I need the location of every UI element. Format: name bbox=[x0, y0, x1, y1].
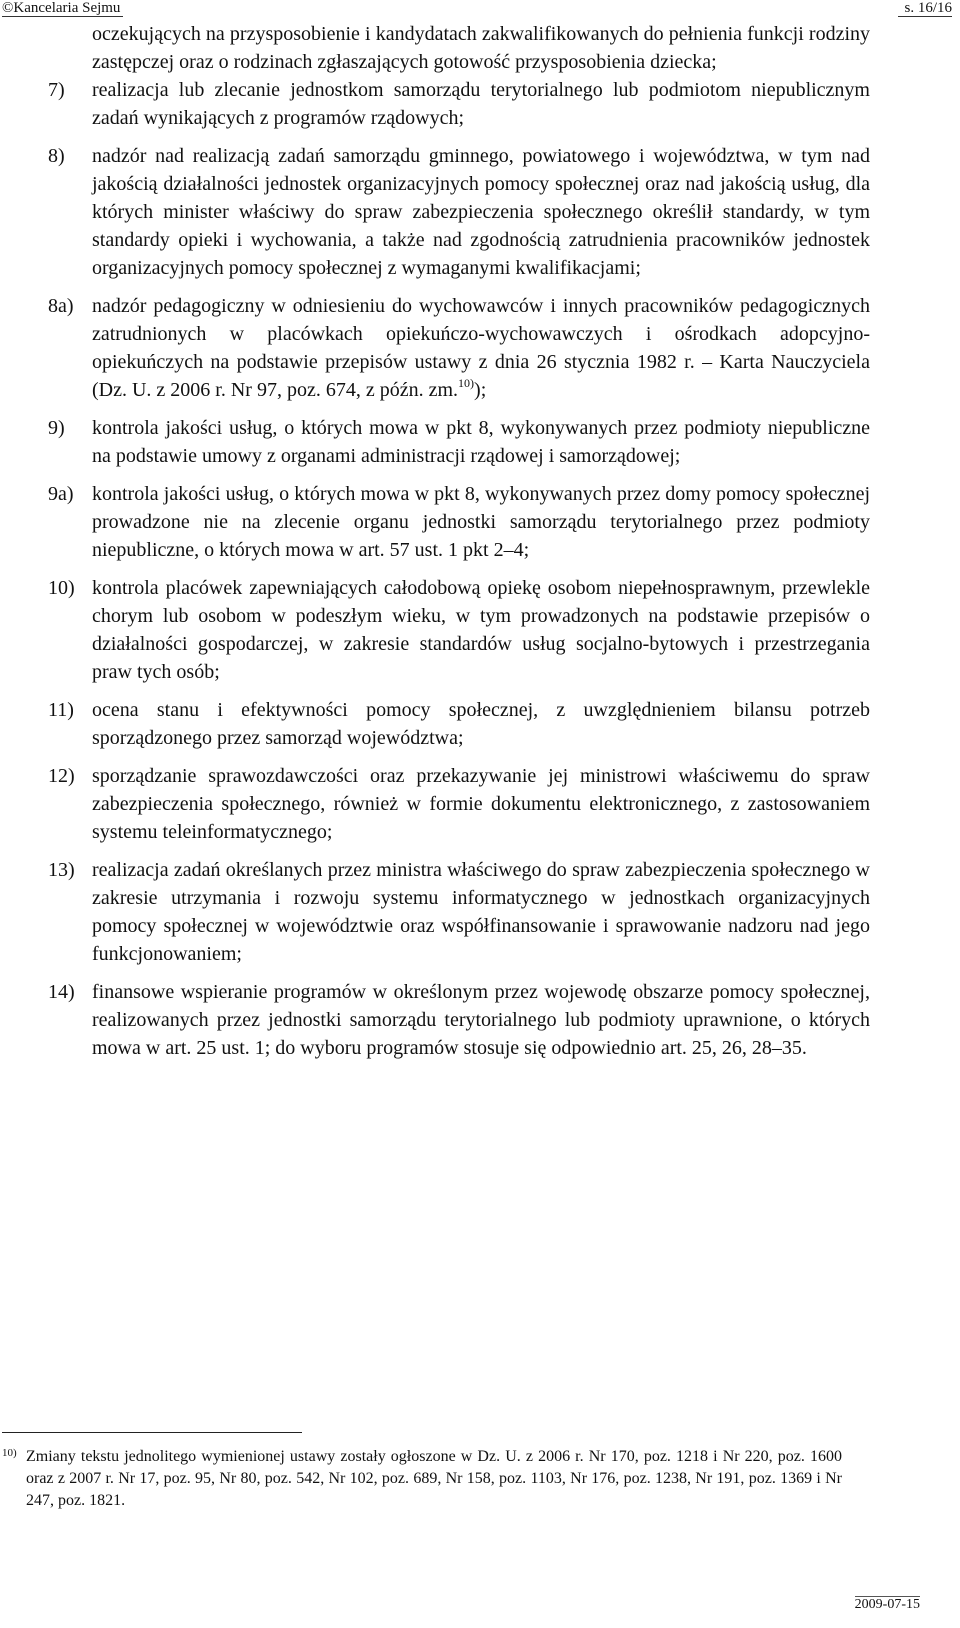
item-text: realizacja lub zlecanie jednostkom samorządu terytorialnego lub podmiotom niepublicznym zadań wynikających z programów rządowych; bbox=[92, 79, 870, 129]
item-number: 8a) bbox=[48, 295, 74, 317]
item-number: 8) bbox=[48, 145, 65, 167]
footnote-ref[interactable]: 10) bbox=[458, 376, 475, 390]
intro-paragraph: oczekujących na przysposobienie i kandydatach zakwalifikowanych do pełnienia funkcji rodziny zastępczej oraz o rodzinach zgłaszających gotowość przysposobienia dziecka; bbox=[92, 23, 870, 73]
list-item bbox=[48, 480, 870, 564]
footnote-text: Zmiany tekstu jednolitego wymienionej ustawy zostały ogłoszone w Dz. U. z 2006 r. Nr 170, poz. 1218 i Nr 220, poz. 1600 oraz z 2007 r. Nr 17, poz. 95, Nr 80, poz. 542, Nr 102, poz. 689, Nr 158, poz. 1103, Nr 176, poz. 1238, Nr 191, poz. 1369 i Nr 247, poz. 1821. bbox=[26, 1448, 842, 1509]
page-header bbox=[0, 0, 960, 18]
item-text: kontrola placówek zapewniających całodobową opiekę osobom niepełnosprawnym, przewlekle chorym lub osobom w podeszłym wieku, w tym prowadzonych na podstawie przepisów o działalności gospodarczej, w zakresie standardów usług socjalno-bytowych i przestrzegania praw tych osób; bbox=[92, 577, 870, 683]
document-body bbox=[48, 20, 870, 1072]
item-text: nadzór pedagogiczny w odniesieniu do wychowawców i innych pracowników pedagogicznych zatrudnionych w placówkach opiekuńczo-wychowawczych i ośrodkach adopcyjno-opiekuńczych na podstawie przepisów ustawy z dnia 26 stycznia 1982 r. – Karta Nauczyciela (Dz. U. z 2006 r. Nr 97, poz. 674, z późn. zm. bbox=[92, 295, 870, 401]
item-number: 11) bbox=[48, 699, 74, 721]
footnote-number: 10) bbox=[2, 1447, 17, 1459]
item-number: 14) bbox=[48, 981, 75, 1003]
document-date: 2009-07-15 bbox=[854, 1597, 920, 1612]
item-text: finansowe wspieranie programów w określonym przez wojewodę obszarze pomocy społecznej, realizowanych przez jednostki samorządu terytorialnego lub podmioty uprawnione, o których mowa w art. 25 ust. 1; do wyboru programów stosuje się odpowiednio art. 25, 26, 28–35. bbox=[92, 981, 870, 1059]
item-number: 7) bbox=[48, 79, 65, 101]
item-text: kontrola jakości usług, o których mowa w pkt 8, wykonywanych przez podmioty niepubliczne na podstawie umowy z organami administracji rządowej i samorządowej; bbox=[92, 417, 870, 467]
list-item bbox=[48, 696, 870, 752]
list-item bbox=[48, 762, 870, 846]
footnote bbox=[2, 1446, 842, 1512]
item-text: ocena stanu i efektywności pomocy społecznej, z uwzględnieniem bilansu potrzeb sporządzonego przez samorząd województwa; bbox=[92, 699, 870, 749]
page-number: s. 16/16 bbox=[898, 0, 952, 17]
item-number: 12) bbox=[48, 765, 75, 787]
list-item bbox=[48, 574, 870, 686]
item-text: realizacja zadań określanych przez ministra właściwego do spraw zabezpieczenia społecznego w zakresie utrzymania i rozwoju systemu informatycznego w jednostkach organizacyjnych pomocy społecznej w województwie oraz współfinansowanie i sprawowanie nadzoru nad jego funkcjonowaniem; bbox=[92, 859, 870, 965]
item-text: sporządzanie sprawozdawczości oraz przekazywanie jej ministrowi właściwemu do spraw zabezpieczenia społecznego, również w formie dokumentu elektronicznego, z zastosowaniem systemu teleinformatycznego; bbox=[92, 765, 870, 843]
list-item bbox=[48, 856, 870, 968]
list-item bbox=[48, 76, 870, 132]
list-item bbox=[48, 414, 870, 470]
item-number: 10) bbox=[48, 577, 75, 599]
list-item bbox=[48, 978, 870, 1062]
item-text: kontrola jakości usług, o których mowa w pkt 8, wykonywanych przez domy pomocy społecznej prowadzone nie na zlecenie organu jednostki samorządu terytorialnego przez podmioty niepubliczne, o których mowa w art. 57 ust. 1 pkt 2–4; bbox=[92, 483, 870, 561]
list-item bbox=[48, 142, 870, 282]
item-text: nadzór nad realizacją zadań samorządu gminnego, powiatowego i województwa, w tym nad jakością działalności jednostek organizacyjnych pomocy społecznej oraz nad jakością usług, dla których minister właściwy do spraw zabezpieczenia społecznego określił standardy, w tym standardy opieki i wychowania, a także nad zgodnością zatrudnienia pracowników jednostek organizacyjnych pomocy społecznej z wymaganymi kwalifikacjami; bbox=[92, 145, 870, 279]
item-text-tail: ); bbox=[474, 379, 487, 401]
item-number: 13) bbox=[48, 859, 75, 881]
publisher-label: ©Kancelaria Sejmu bbox=[2, 0, 123, 17]
item-number: 9) bbox=[48, 417, 65, 439]
footnote-divider bbox=[2, 1432, 302, 1433]
item-number: 9a) bbox=[48, 483, 74, 505]
list-item bbox=[48, 292, 870, 404]
